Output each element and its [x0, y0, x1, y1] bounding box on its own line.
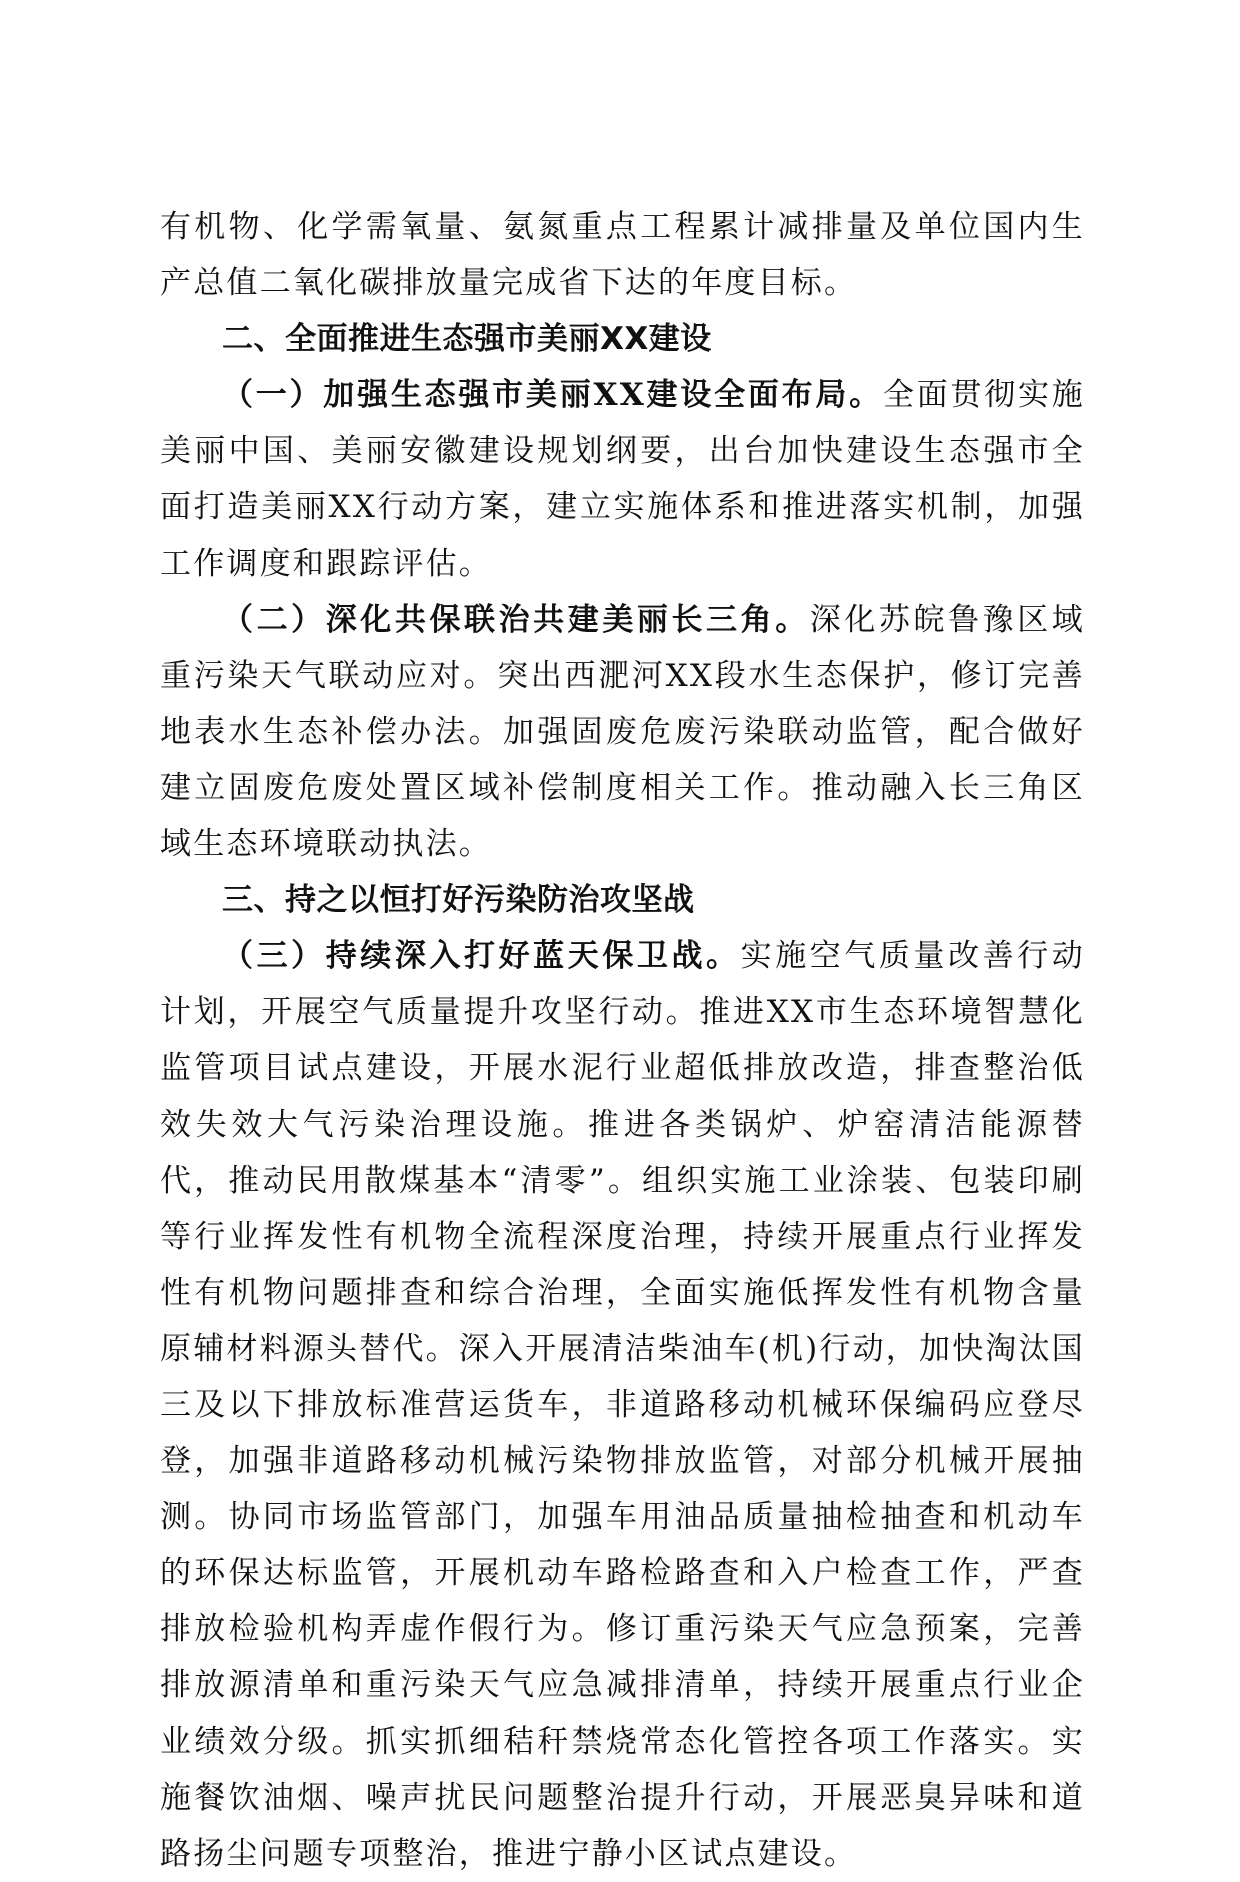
intro-paragraph: 有机物、化学需氧量、氨氮重点工程累计减排量及单位国内生产总值二氧化碳排放量完成省下达的年度目标。: [160, 209, 1085, 302]
section-3-item-1-title: （三）持续深入打好蓝天保卫战。: [222, 938, 741, 975]
section-2-item-2-body: 深化苏皖鲁豫区域重污染天气联动应对。突出西淝河XX段水生态保护，修订完善地表水生态补偿办法。加强固废危废污染联动监管，配合做好建立固废危废处置区域补偿制度相关工作。推动融入长三角区域生态环境联动执法。: [160, 601, 1085, 863]
section-3-heading: 三、持之以恒打好污染防治攻坚战: [222, 882, 695, 919]
section-3-item-1-body: 实施空气质量改善行动计划，开展空气质量提升攻坚行动。推进XX市生态环境智慧化监管项目试点建设，开展水泥行业超低排放改造，排查整治低效失效大气污染治理设施。推进各类锅炉、炉窑清洁能源替代，推动民用散煤基本“清零”。组织实施工业涂装、包装印刷等行业挥发性有机物全流程深度治理，持续开展重点行业挥发性有机物问题排查和综合治理，全面实施低挥发性有机物含量原辅材料源头替代。深入开展清洁柴油车(机)行动，加快淘汰国三及以下排放标准营运货车，非道路移动机械环保编码应登尽登，加强非道路移动机械污染物排放监管，对部分机械开展抽测。协同市场监管部门，加强车用油品质量抽检抽查和机动车的环保达标监管，开展机动车路检路查和入户检查工作，严查排放检验机构弄虚作假行为。修订重污染天气应急预案，完善排放源清单和重污染天气应急减排清单，持续开展重点行业企业绩效分级。抓实抓细秸秆禁烧常态化管控各项工作落实。实施餐饮油烟、噪声扰民问题整治提升行动，开展恶臭异味和道路扬尘问题专项整治，推进宁静小区试点建设。: [160, 938, 1085, 1872]
section-2-item-1-body: 全面贯彻实施美丽中国、美丽安徽建设规划纲要，出台加快建设生态强市全面打造美丽XX行动方案，建立实施体系和推进落实机制，加强工作调度和跟踪评估。: [160, 377, 1086, 582]
section-3-item-1: [160, 928, 1085, 1882]
document-body: [160, 199, 1085, 1882]
section-2-heading: 二、全面推进生态强市美丽XX建设: [222, 321, 712, 358]
section-2-item-1: [160, 367, 1085, 591]
section-2-item-1-title: （一）加强生态强市美丽XX建设全面布局。: [222, 377, 883, 414]
section-2-item-2: [160, 592, 1085, 872]
section-2-item-2-title: （二）深化共保联治共建美丽长三角。: [222, 601, 810, 638]
